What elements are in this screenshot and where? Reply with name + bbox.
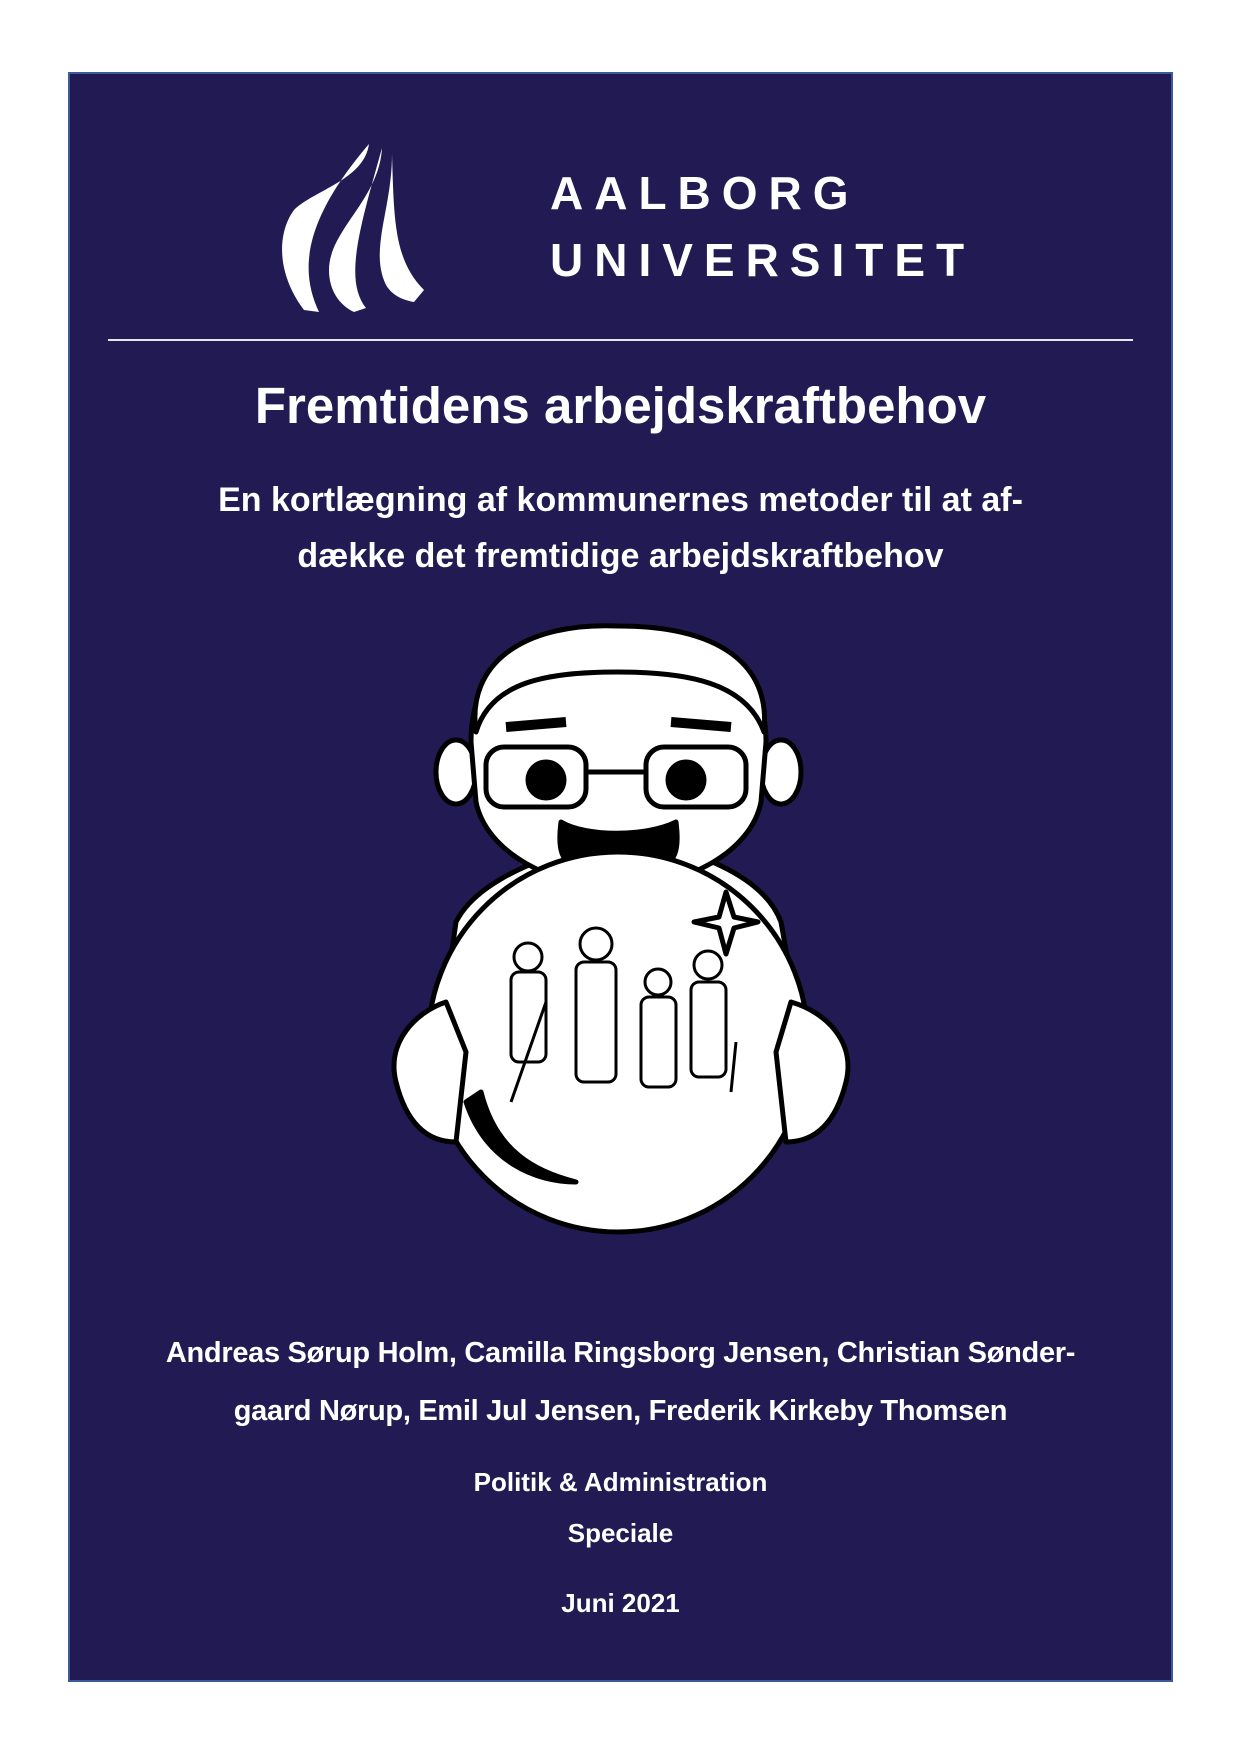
divider [108, 339, 1133, 341]
program: Politik & Administration [473, 1467, 768, 1497]
cover-page [68, 72, 1173, 1682]
logo-line1: AALBORG [550, 167, 860, 219]
date: Juni 2021 [561, 1588, 680, 1618]
subtitle-line1: En kortlægning af kommunernes metoder til at af- [218, 481, 1023, 519]
authors-line1: Andreas Sørup Holm, Camilla Ringsborg Jensen, Christian Sønder- [165, 1337, 1076, 1369]
subtitle-line2: dække det fremtidige arbejdskraftbehov [297, 537, 944, 575]
authors-line2: gaard Nørup, Emil Jul Jensen, Frederik Kirkeby Thomsen [233, 1395, 1008, 1427]
page-title: Fremtidens arbejdskraftbehov [254, 377, 987, 434]
logo-line2: UNIVERSITET [550, 234, 976, 286]
crystal-ball-illustration [386, 622, 856, 1274]
document-type: Speciale [567, 1518, 674, 1548]
authors [70, 1324, 1171, 1440]
aau-logo-mark-icon [274, 140, 440, 316]
subtitle [70, 472, 1171, 584]
